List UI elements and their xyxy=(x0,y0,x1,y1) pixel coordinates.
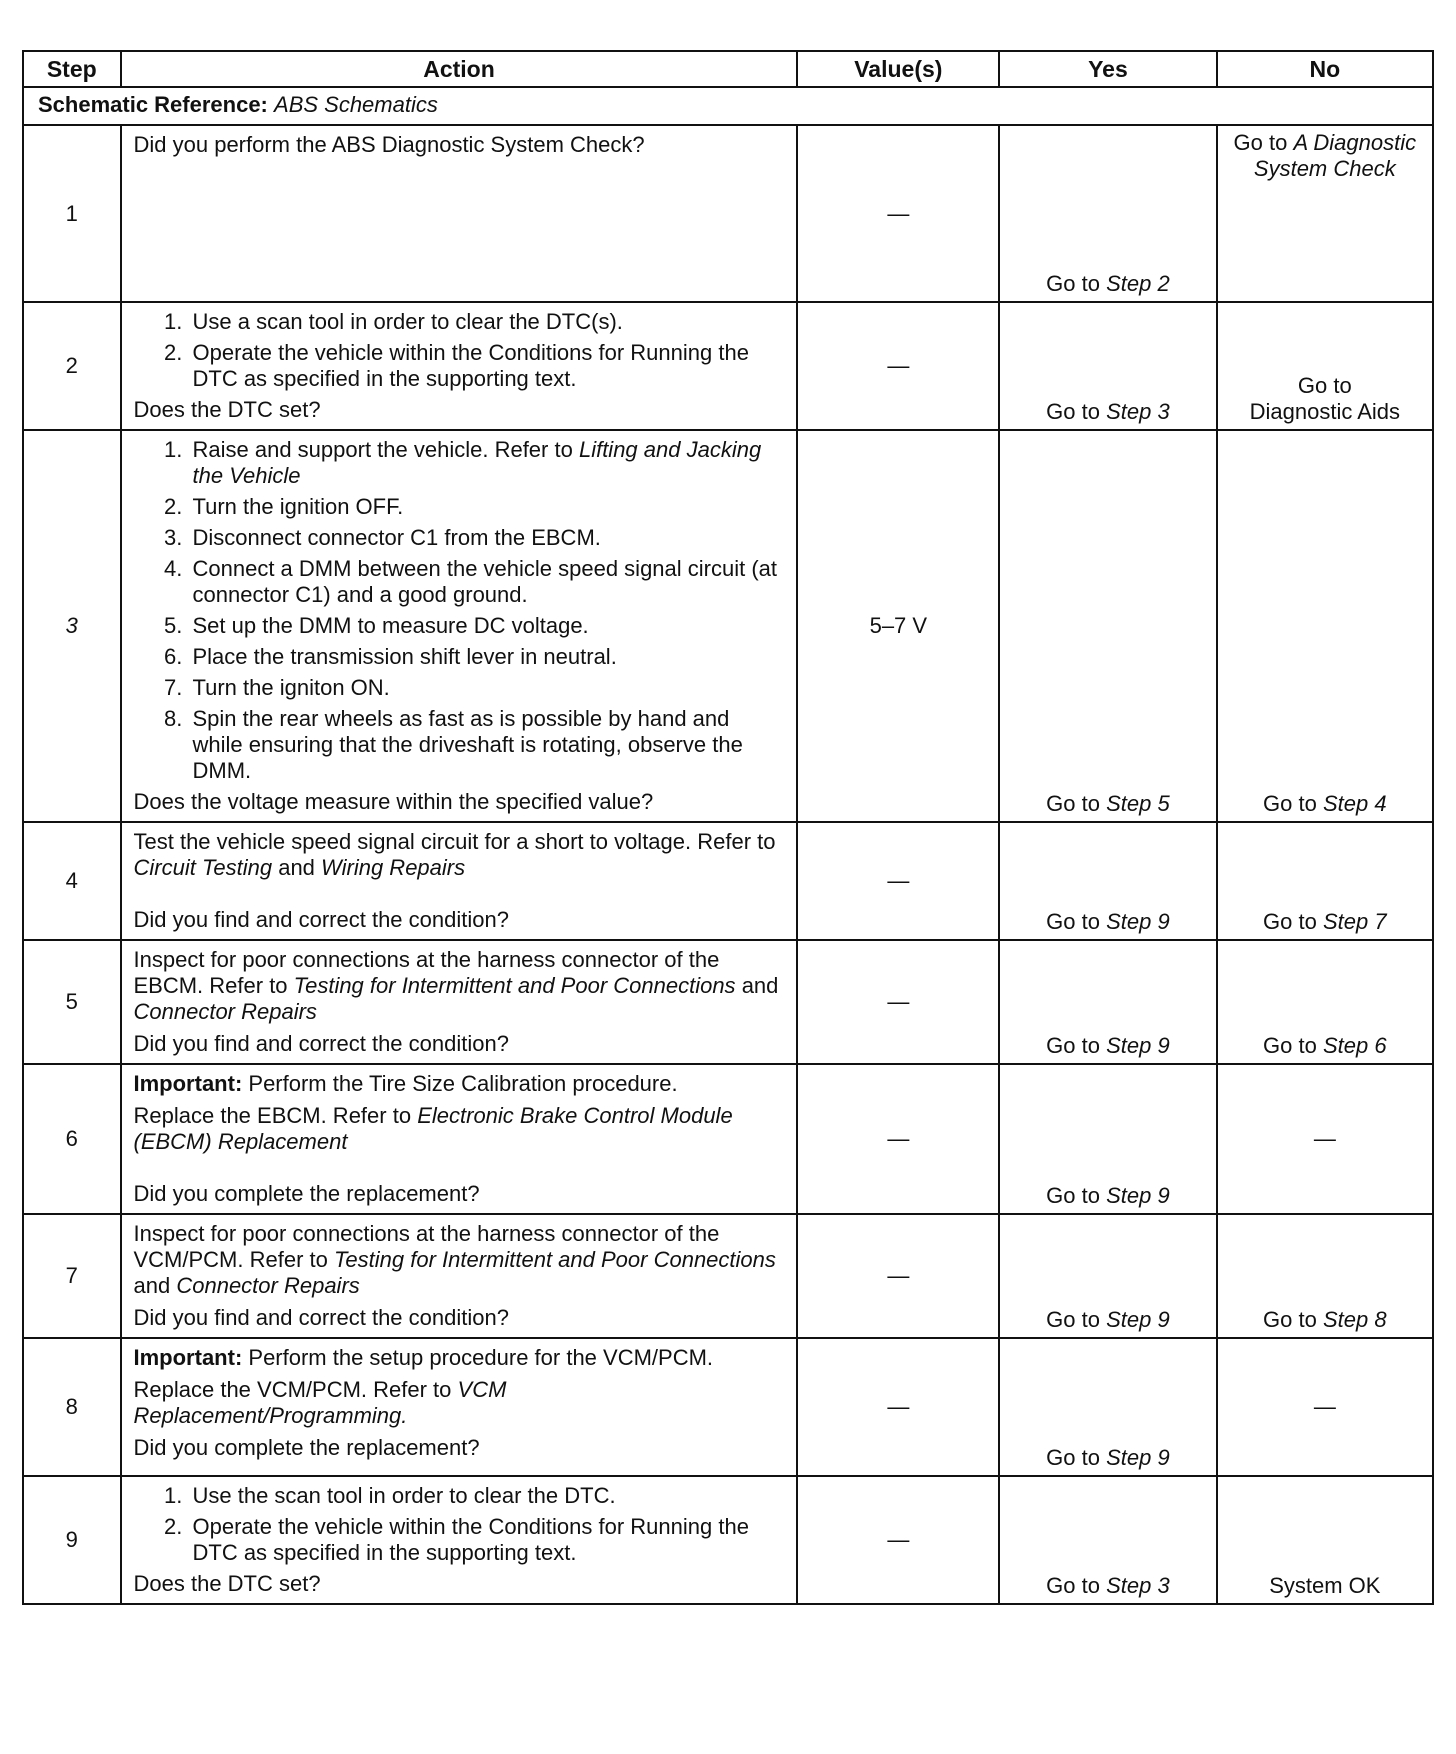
reference-link[interactable]: Connector Repairs xyxy=(133,999,317,1024)
header-action: Action xyxy=(121,51,798,87)
action-question: Does the voltage measure within the specified value? xyxy=(133,789,654,814)
yes-goto: Go to xyxy=(1046,1033,1100,1058)
list-item: 1. Use the scan tool in order to clear the DTC. xyxy=(189,1483,785,1509)
yes-cell[interactable] xyxy=(999,302,1216,430)
list-item-text: Raise and support the vehicle. Refer to xyxy=(192,437,573,462)
no-step-link[interactable]: Step 8 xyxy=(1322,1307,1387,1332)
yes-goto: Go to xyxy=(1046,1573,1100,1598)
action-question: Did you complete the replacement? xyxy=(133,1181,480,1206)
yes-step-link[interactable]: Step 9 xyxy=(1106,909,1170,934)
action-question: Did you perform the ABS Diagnostic System Check? xyxy=(133,132,645,157)
action-list xyxy=(134,1483,785,1566)
header-row xyxy=(23,51,1433,87)
yes-step-link[interactable]: Step 9 xyxy=(1106,1183,1170,1208)
value-cell: — xyxy=(797,1064,999,1214)
action-list xyxy=(134,309,785,392)
table-row-step-9 xyxy=(23,1476,1433,1604)
list-item: 2. Turn the ignition OFF. xyxy=(189,494,785,520)
reference-link[interactable]: Testing for Intermittent and Poor Connections xyxy=(334,1247,776,1272)
yes-cell[interactable] xyxy=(999,1476,1216,1604)
list-item: 6. Place the transmission shift lever in neutral. xyxy=(189,644,785,670)
no-cell[interactable] xyxy=(1217,430,1433,822)
yes-cell[interactable] xyxy=(999,1064,1216,1214)
value-cell: — xyxy=(797,822,999,940)
action-cell xyxy=(121,430,798,822)
no-goto: Go to xyxy=(1263,909,1317,934)
table-row-step-5 xyxy=(23,940,1433,1064)
yes-step-link[interactable]: Step 3 xyxy=(1106,1573,1170,1598)
yes-goto: Go to xyxy=(1046,1183,1100,1208)
no-step-link[interactable]: Step 4 xyxy=(1322,791,1387,816)
value-cell: — xyxy=(797,940,999,1064)
table-row-step-8 xyxy=(23,1338,1433,1476)
schematic-reference-row xyxy=(23,87,1433,125)
diagnostic-document xyxy=(22,50,1434,1605)
table-row-step-4 xyxy=(23,822,1433,940)
reference-link[interactable]: Electronic Brake Control Module (EBCM) Replacement xyxy=(133,1103,733,1154)
yes-goto: Go to xyxy=(1046,399,1100,424)
schematic-label: Schematic Reference: xyxy=(38,92,268,117)
yes-step-link[interactable]: Step 9 xyxy=(1106,1033,1170,1058)
reference-link[interactable]: Testing for Intermittent and Poor Connections xyxy=(293,973,736,998)
important-note xyxy=(134,1345,785,1371)
reference-link[interactable]: Circuit Testing xyxy=(133,855,273,880)
no-step-link[interactable]: Step 7 xyxy=(1322,909,1387,934)
action-instruction: Inspect for poor connections at the harness connector of the VCM/PCM. Refer to xyxy=(133,1221,720,1272)
yes-cell[interactable] xyxy=(999,822,1216,940)
header-values: Value(s) xyxy=(797,51,999,87)
action-text xyxy=(134,947,785,1025)
action-instruction: Replace the VCM/PCM. Refer to xyxy=(133,1377,452,1402)
no-step-link[interactable]: Step 6 xyxy=(1322,1033,1387,1058)
action-question: Did you complete the replacement? xyxy=(133,1435,480,1460)
no-cell: — xyxy=(1217,1338,1433,1476)
header-step: Step xyxy=(23,51,121,87)
value-cell: — xyxy=(797,125,999,302)
step-number: 7 xyxy=(23,1214,121,1338)
list-item: 2. Operate the vehicle within the Conditions for Running the DTC as specified in the supporting text. xyxy=(189,1514,785,1566)
no-goto: Go to xyxy=(1263,1307,1317,1332)
step-number: 6 xyxy=(23,1064,121,1214)
step-number: 5 xyxy=(23,940,121,1064)
action-text xyxy=(134,1377,785,1429)
step-number: 9 xyxy=(23,1476,121,1604)
no-cell[interactable] xyxy=(1217,125,1433,302)
list-item: 7. Turn the igniton ON. xyxy=(189,675,785,701)
yes-step-link[interactable]: Step 9 xyxy=(1106,1307,1170,1332)
important-label: Important: xyxy=(133,1071,243,1096)
action-question: Does the DTC set? xyxy=(133,1571,321,1596)
yes-cell[interactable] xyxy=(999,125,1216,302)
no-cell[interactable] xyxy=(1217,302,1433,430)
reference-link[interactable]: VCM Replacement/Programming. xyxy=(133,1377,507,1428)
table-row-step-7 xyxy=(23,1214,1433,1338)
action-cell xyxy=(121,1338,798,1476)
action-cell xyxy=(121,125,798,302)
action-instruction: Test the vehicle speed signal circuit for a short to voltage. Refer to xyxy=(133,829,776,854)
yes-step-link[interactable]: Step 2 xyxy=(1106,271,1170,296)
yes-goto: Go to xyxy=(1046,271,1100,296)
important-text: Perform the setup procedure for the VCM/PCM. xyxy=(248,1345,714,1370)
yes-goto: Go to xyxy=(1046,909,1100,934)
header-no: No xyxy=(1217,51,1433,87)
yes-step-link[interactable]: Step 9 xyxy=(1106,1445,1170,1470)
yes-goto: Go to xyxy=(1046,791,1100,816)
action-cell xyxy=(121,1476,798,1604)
step-number: 3 xyxy=(23,430,121,822)
list-item: 5. Set up the DMM to measure DC voltage. xyxy=(189,613,785,639)
action-text xyxy=(134,1221,785,1299)
action-text xyxy=(134,1103,785,1155)
no-goto: Go to xyxy=(1297,373,1352,398)
yes-step-link[interactable]: Step 3 xyxy=(1106,399,1170,424)
action-question: Did you find and correct the condition? xyxy=(133,1305,509,1330)
yes-goto: Go to xyxy=(1046,1445,1100,1470)
no-cell[interactable] xyxy=(1217,940,1433,1064)
list-item: 8. Spin the rear wheels as fast as is possible by hand and while ensuring that the driveshaft is rotating, observe the DMM. xyxy=(189,706,785,784)
conjunction: and xyxy=(741,973,779,998)
action-list xyxy=(134,437,785,784)
step-number: 4 xyxy=(23,822,121,940)
table-row-step-1 xyxy=(23,125,1433,302)
no-goto: Go to xyxy=(1263,1033,1317,1058)
action-question: Did you find and correct the condition? xyxy=(133,907,509,932)
table-row-step-3 xyxy=(23,430,1433,822)
conjunction: and xyxy=(278,855,315,880)
no-cell[interactable] xyxy=(1217,1214,1433,1338)
yes-cell[interactable] xyxy=(999,940,1216,1064)
action-cell xyxy=(121,822,798,940)
value-cell: — xyxy=(797,1214,999,1338)
no-link[interactable]: A Diagnostic System Check xyxy=(1253,130,1417,181)
yes-goto: Go to xyxy=(1046,1307,1100,1332)
value-cell: — xyxy=(797,302,999,430)
no-goto: Go to xyxy=(1233,130,1288,155)
no-cell: System OK xyxy=(1217,1476,1433,1604)
yes-cell[interactable] xyxy=(999,1214,1216,1338)
no-cell[interactable] xyxy=(1217,822,1433,940)
yes-cell[interactable] xyxy=(999,430,1216,822)
step-number: 8 xyxy=(23,1338,121,1476)
no-goto: Go to xyxy=(1263,791,1317,816)
list-item: 4. Connect a DMM between the vehicle speed signal circuit (at connector C1) and a good ground. xyxy=(189,556,785,608)
action-cell xyxy=(121,940,798,1064)
diagnostic-table xyxy=(22,50,1434,1605)
important-label: Important: xyxy=(133,1345,243,1370)
step-number: 2 xyxy=(23,302,121,430)
header-yes: Yes xyxy=(999,51,1216,87)
action-instruction: Inspect for poor connections at the harness connector of the EBCM. Refer to xyxy=(133,947,720,998)
action-cell xyxy=(121,1214,798,1338)
reference-link[interactable]: Connector Repairs xyxy=(176,1273,360,1298)
value-cell: — xyxy=(797,1476,999,1604)
schematic-reference xyxy=(23,87,1433,125)
step-number: 1 xyxy=(23,125,121,302)
list-item: 3. Disconnect connector C1 from the EBCM. xyxy=(189,525,785,551)
no-cell: — xyxy=(1217,1064,1433,1214)
action-instruction: Replace the EBCM. Refer to xyxy=(133,1103,412,1128)
action-text xyxy=(134,829,785,881)
reference-link[interactable]: Wiring Repairs xyxy=(321,855,466,880)
important-note xyxy=(134,1071,785,1097)
no-link[interactable]: Diagnostic Aids xyxy=(1249,399,1401,424)
value-cell: — xyxy=(797,1338,999,1476)
conjunction: and xyxy=(133,1273,171,1298)
action-cell xyxy=(121,1064,798,1214)
reference-link[interactable]: Lifting and Jacking the Vehicle xyxy=(192,437,762,488)
list-item: 1. Use a scan tool in order to clear the DTC(s). xyxy=(189,309,785,335)
table-row-step-6 xyxy=(23,1064,1433,1214)
list-item xyxy=(189,437,785,489)
yes-step-link[interactable]: Step 5 xyxy=(1106,791,1170,816)
action-cell xyxy=(121,302,798,430)
list-item: 2. Operate the vehicle within the Conditions for Running the DTC as specified in the supporting text. xyxy=(189,340,785,392)
action-question: Did you find and correct the condition? xyxy=(133,1031,509,1056)
value-cell: 5–7 V xyxy=(797,430,999,822)
table-row-step-2 xyxy=(23,302,1433,430)
schematic-link[interactable]: ABS Schematics xyxy=(274,92,438,117)
action-question: Does the DTC set? xyxy=(133,397,321,422)
important-text: Perform the Tire Size Calibration procedure. xyxy=(248,1071,678,1096)
yes-cell[interactable] xyxy=(999,1338,1216,1476)
